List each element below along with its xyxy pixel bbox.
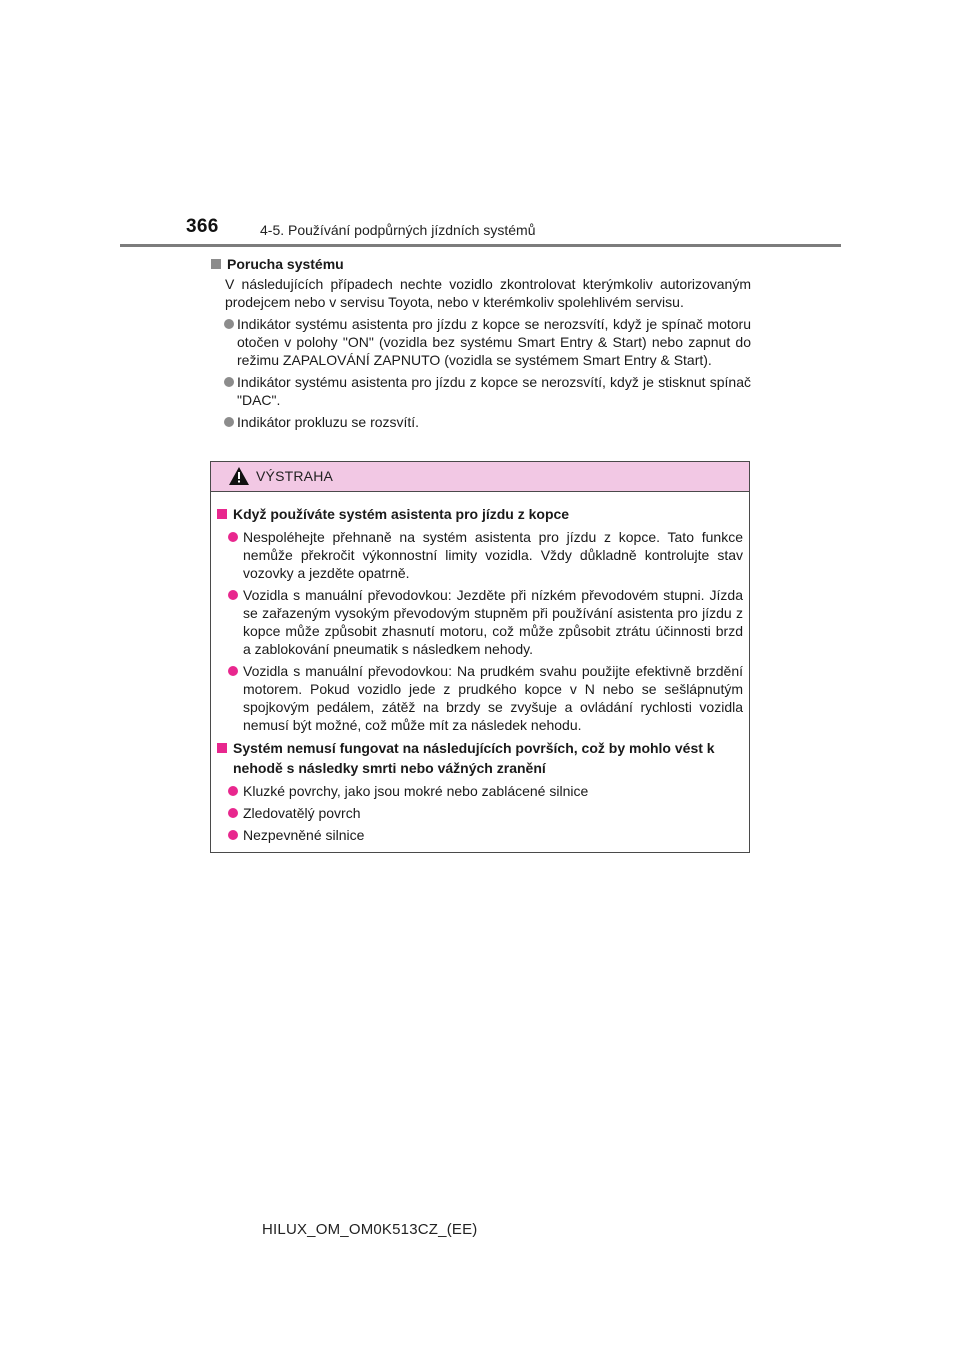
circle-bullet-icon <box>228 666 238 676</box>
warning-section-title: Když používáte systém asistenta pro jízdu z kopce <box>233 506 570 522</box>
square-bullet-icon <box>217 743 227 753</box>
warning-section-heading <box>217 738 743 778</box>
list-item <box>211 373 751 409</box>
square-bullet-icon <box>217 509 227 519</box>
section-title: 4-5. Používání podpůrných jízdních systémů <box>260 222 536 238</box>
page-number: 366 <box>186 216 219 237</box>
circle-bullet-icon <box>228 590 238 600</box>
footer-code: HILUX_OM_OM0K513CZ_(EE) <box>262 1221 478 1238</box>
list-item-text: Nezpevněné silnice <box>243 827 365 843</box>
malfunction-title: Porucha systému <box>227 256 344 272</box>
warning-section-title: Systém nemusí fungovat na následujících površích, což by mohlo vést k nehodě s následky smrti nebo vážných zranění <box>233 740 715 776</box>
circle-bullet-icon <box>228 786 238 796</box>
list-item <box>217 528 743 582</box>
list-item <box>217 826 743 844</box>
circle-bullet-icon <box>228 830 238 840</box>
square-bullet-icon <box>211 259 221 269</box>
list-item-text: Indikátor systému asistenta pro jízdu z kopce se nerozsvítí, když je stisknut spínač "DAC". <box>237 374 751 408</box>
list-item <box>217 804 743 822</box>
circle-bullet-icon <box>228 532 238 542</box>
warning-section-heading <box>217 504 743 524</box>
circle-bullet-icon <box>224 377 234 387</box>
list-item <box>211 315 751 369</box>
list-item-text: Vozidla s manuální převodovkou: Na prudkém svahu použijte efektivně brzdění motorem. Pokud vozidlo jede z prudkého kopce v N nebo se sešlápnutým spojkovým pedálem, zátěž na brzdy se zvyšuje a ovládání rychlosti vozidla nemusí být možné, což může mít za následek nehodu. <box>243 663 743 733</box>
header-rule <box>120 244 841 247</box>
list-item-text: Zledovatělý povrch <box>243 805 361 821</box>
list-item <box>217 662 743 734</box>
malfunction-intro: V následujících případech nechte vozidlo zkontrolovat kterýmkoliv autorizovaným prodejcem nebo v servisu Toyota, nebo v kterémkoliv spolehlivém servisu. <box>225 276 751 310</box>
warning-label: VÝSTRAHA <box>256 468 334 484</box>
malfunction-heading <box>211 254 751 274</box>
list-item <box>217 782 743 800</box>
list-item-text: Kluzké povrchy, jako jsou mokré nebo zablácené silnice <box>243 783 589 799</box>
list-item-text: Nespoléhejte přehnaně na systém asistenta pro jízdu z kopce. Tato funkce nemůže překročit výkonnostní limity vozidla. Vždy důkladně kontrolujte stav vozovky a jezděte opatrně. <box>243 529 743 581</box>
list-item-text: Vozidla s manuální převodovkou: Jezděte při nízkém převodovém stupni. Jízda se zařazeným vysokým převodovým stupněm při používání asistenta pro jízdu z kopce může způsobit zhasnutí motoru, což může způsobit ztrátu účinnosti brzd a zablokování pneumatik s následkem nehody. <box>243 587 743 657</box>
circle-bullet-icon <box>228 808 238 818</box>
malfunction-section <box>211 254 751 431</box>
list-item <box>217 586 743 658</box>
circle-bullet-icon <box>224 319 234 329</box>
list-item <box>211 413 751 431</box>
warning-triangle-icon <box>228 466 250 486</box>
circle-bullet-icon <box>224 417 234 427</box>
warning-body <box>211 492 749 844</box>
warning-box <box>210 461 750 853</box>
list-item-text: Indikátor prokluzu se rozsvítí. <box>237 414 420 430</box>
list-item-text: Indikátor systému asistenta pro jízdu z kopce se nerozsvítí, když je spínač motoru otočen v polohy "ON" (vozidla bez systému Smart Entry & Start) nebo zapnut do režimu ZAPALOVÁNÍ ZAPNUTO (vozidla se systémem Smart Entry & Start). <box>237 316 751 368</box>
warning-header <box>211 462 749 492</box>
